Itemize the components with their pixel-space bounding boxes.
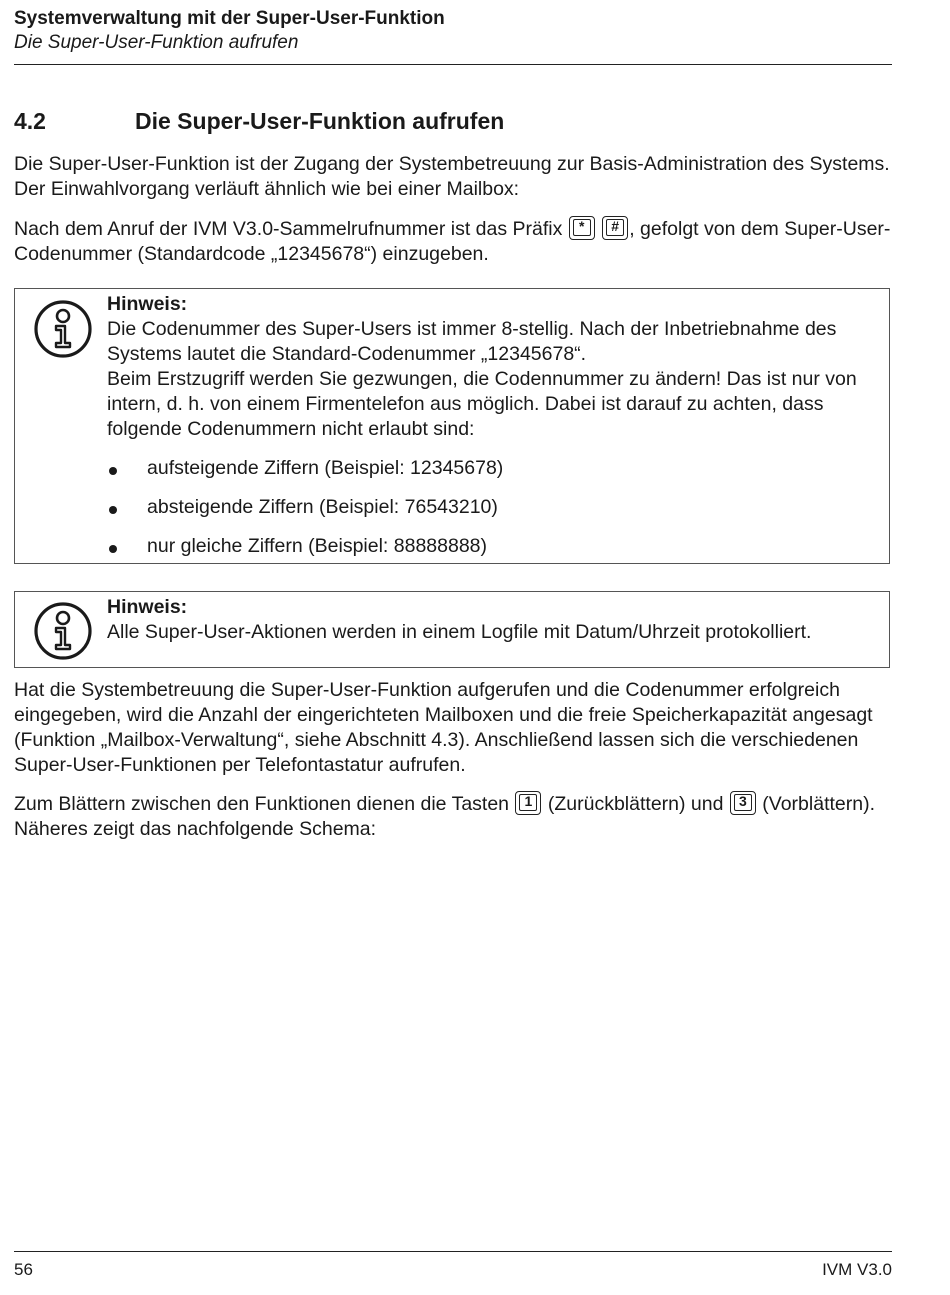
note-content: [107, 292, 881, 573]
note-heading: Hinweis:: [107, 596, 188, 618]
note-line-1: Die Codenummer des Super-Users ist immer 8-stellig. Nach der Inbetriebnahme des Systems lautet die Standard-Codenummer „12345678“.: [107, 318, 837, 365]
body-paragraph-4: [14, 791, 894, 842]
body-p4-text-after: (Vorblättern). Näheres zeigt das nachfolgende Schema:: [14, 793, 876, 840]
intro-paragraph-2: [14, 216, 894, 267]
star-key-icon: [569, 216, 595, 240]
info-icon: [33, 299, 93, 359]
forbidden-codes-list: [107, 456, 881, 573]
note-content: [107, 595, 881, 645]
section-title: Die Super-User-Funktion aufrufen: [135, 108, 505, 134]
body-paragraph-3: Hat die Systembetreuung die Super-User-Funktion aufgerufen und die Codenummer erfolgreich eingegeben, wird die Anzahl der eingerichteten Mailboxen und die freie Speicherkapazität angesagt (Funktion „Mailbox-Verwaltung“, siehe Abschnitt 4.3). Anschließend lassen sich die verschiedenen Super-User-Funktionen per Telefontastatur aufrufen.: [14, 679, 873, 776]
list-item: absteigende Ziffern (Beispiel: 76543210): [107, 495, 881, 534]
list-item: aufsteigende Ziffern (Beispiel: 12345678): [107, 456, 881, 495]
body-p4-text-before: Zum Blättern zwischen den Funktionen dienen die Tasten: [14, 793, 515, 815]
hash-key-label: #: [611, 218, 620, 234]
body-p4-text-middle: (Zurückblättern) und: [542, 793, 729, 815]
intro-p2-text-before: Nach dem Anruf der IVM V3.0-Sammelrufnummer ist das Präfix: [14, 218, 568, 240]
note-line-2: Beim Erstzugriff werden Sie gezwungen, die Codennummer zu ändern! Das ist nur von intern, d. h. von einem Firmentelefon aus möglich. Dabei ist darauf zu achten, dass folgende Codenummern nicht erlaubt sind:: [107, 368, 857, 440]
section-number: 4.2: [14, 108, 46, 134]
header-subtitle: Die Super-User-Funktion aufrufen: [14, 32, 299, 53]
page-number: 56: [14, 1260, 33, 1279]
intro-paragraph-1: Die Super-User-Funktion ist der Zugang der Systembetreuung zur Basis-Administration des Systems. Der Einwahlvorgang verläuft ähnlich wie bei einer Mailbox:: [14, 153, 890, 200]
key-3-icon: [730, 791, 756, 815]
hash-key-icon: [602, 216, 628, 240]
page-header: [14, 7, 892, 55]
note-text: Alle Super-User-Aktionen werden in einem Logfile mit Datum/Uhrzeit protokolliert.: [107, 621, 812, 643]
header-title: Systemverwaltung mit der Super-User-Funktion: [14, 8, 445, 29]
note-box-code: [14, 288, 890, 564]
header-divider: [14, 64, 892, 65]
info-icon: [33, 601, 93, 661]
footer-divider: [14, 1251, 892, 1252]
list-item: nur gleiche Ziffern (Beispiel: 88888888): [107, 534, 881, 573]
intro-p2-text-after: , gefolgt von dem Super-User-Codenummer (Standardcode „12345678“) einzugeben.: [14, 218, 891, 265]
note-box-logfile: [14, 591, 890, 668]
key-3-label: 3: [738, 793, 747, 809]
note-heading: Hinweis:: [107, 293, 188, 315]
key-1-icon: [515, 791, 541, 815]
star-key-label: *: [579, 218, 585, 234]
key-1-label: 1: [524, 793, 533, 809]
section-heading: [14, 106, 504, 136]
product-name: IVM V3.0: [822, 1260, 892, 1279]
